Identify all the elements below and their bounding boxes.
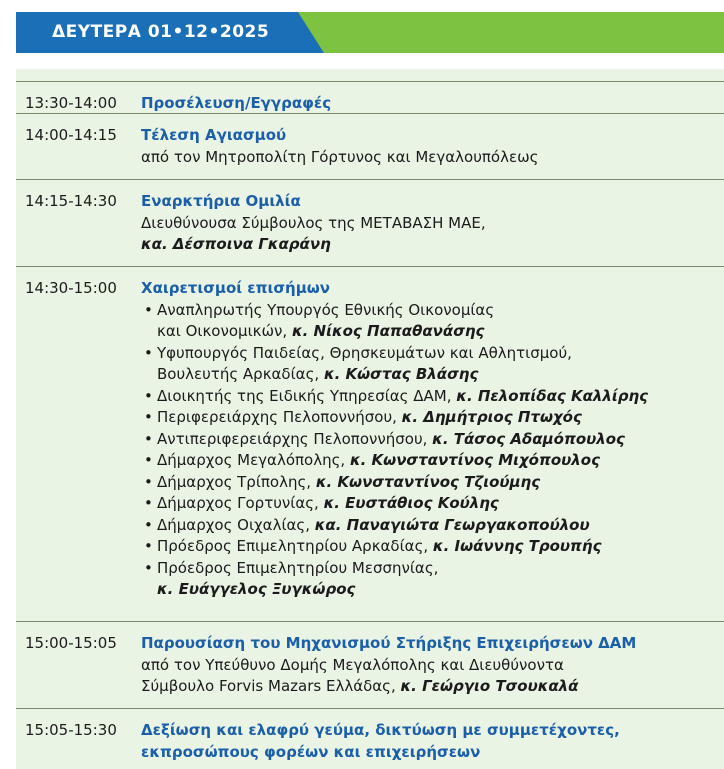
guest-name: κ. Νίκος Παπαθανάσης: [291, 322, 485, 340]
slot-content: [141, 633, 636, 698]
slot-time: 15:05-15:30: [25, 721, 117, 739]
guest-name: κ. Ευάγγελος Ξυγκώρος: [157, 580, 356, 598]
guest-name: κα. Παναγιώτα Γεωργακοπούλου: [314, 515, 590, 534]
guest-name: κ. Ευστάθιος Κούλης: [323, 494, 499, 512]
guest-item: [141, 515, 648, 537]
guest-role: Βουλευτής Αρκαδίας,: [157, 365, 320, 383]
schedule-panel: [16, 69, 724, 769]
bullet-icon: •: [144, 558, 153, 577]
guest-role: Δήμαρχος Γορτυνίας,: [157, 494, 319, 512]
slot-content: [141, 278, 648, 601]
guest-name: κ. Κωνσταντίνος Μιχόπουλος: [349, 451, 600, 469]
slot-time: 15:00-15:05: [25, 634, 117, 652]
slot-title-continued: εκπροσώπους φορέων και επιχειρήσεων: [141, 742, 481, 761]
guest-item: [141, 450, 648, 472]
guest-item: [141, 343, 648, 365]
slot-title: Προσέλευση/Εγγραφές: [141, 94, 332, 112]
guest-role: Αντιπεριφερειάρχης Πελοποννήσου,: [157, 429, 428, 448]
slot-content: [141, 93, 331, 115]
slot-description: Διευθύνουσα Σύμβουλος της ΜΕΤΑΒΑΣΗ ΜΑΕ,: [141, 213, 486, 232]
slot-title: Παρουσίαση του Μηχανισμού Στήριξης Επιχειρήσεων ΔΑΜ: [141, 634, 637, 652]
bullet-icon: •: [144, 537, 153, 555]
guest-item: [141, 429, 648, 451]
bullet-icon: •: [144, 494, 153, 512]
slot-content: [141, 125, 538, 168]
guest-name: κ. Τάσος Αδαμόπουλος: [432, 429, 625, 448]
slot-description: από τον Υπεύθυνο Δομής Μεγαλόπολης και Διευθύνοντα: [141, 655, 564, 674]
slot-time: 14:00-14:15: [25, 126, 117, 144]
guest-item: [141, 386, 648, 408]
guest-item-continued: [141, 321, 648, 343]
bullet-icon: •: [144, 451, 153, 469]
guest-role: Αναπληρωτής Υπουργός Εθνικής Οικονομίας: [157, 300, 495, 319]
slot-title: Δεξίωση και ελαφρύ γεύμα, δικτύωση με συμμετέχοντες,: [141, 721, 620, 739]
guest-role: Διοικητής της Ειδικής Υπηρεσίας ΔΑΜ,: [157, 386, 452, 405]
guest-name: κ. Ιωάννης Τρουπής: [432, 537, 602, 555]
slot-time: 14:30-15:00: [25, 279, 117, 297]
guest-role: Πρόεδρος Επιμελητηρίου Μεσσηνίας,: [157, 558, 439, 577]
bullet-icon: •: [144, 408, 153, 426]
guest-name: κ. Κώστας Βλάσης: [323, 365, 479, 383]
schedule-slot: [16, 113, 724, 166]
bullet-icon: •: [144, 343, 153, 362]
slot-title: Εναρκτήρια Ομιλία: [141, 192, 301, 210]
speaker-name: κα. Δέσποινα Γκαράνη: [141, 235, 331, 253]
guest-role: και Οικονομικών,: [157, 322, 288, 340]
schedule-slot: [16, 708, 724, 761]
slot-description: από τον Μητροπολίτη Γόρτυνος και Μεγαλουπόλεως: [141, 147, 539, 166]
bullet-icon: •: [144, 429, 153, 448]
schedule-slot: [16, 81, 724, 112]
slot-content: [141, 720, 620, 763]
guest-role: Δήμαρχος Οιχαλίας,: [157, 515, 310, 534]
guest-role: Δήμαρχος Τρίπολης,: [157, 472, 312, 491]
slot-description-continued: [141, 676, 636, 698]
schedule-slot: [16, 179, 724, 253]
guest-item: [141, 536, 648, 558]
slot-time: 13:30-14:00: [25, 94, 117, 112]
guest-name: κ. Πελοπίδας Καλλίρης: [456, 386, 649, 405]
slot-time: 14:15-14:30: [25, 192, 117, 210]
guest-name: κ. Δημήτριος Πτωχός: [401, 408, 582, 426]
bullet-icon: •: [144, 386, 153, 405]
slot-content: [141, 191, 486, 256]
bullet-icon: •: [144, 300, 153, 319]
date-header: [16, 12, 724, 53]
bullet-icon: •: [144, 515, 153, 534]
guest-item-continued: [141, 364, 648, 386]
guest-name: κ. Κωνσταντίνος Τζιούμης: [315, 472, 541, 491]
slot-title: Τέλεση Αγιασμού: [141, 126, 287, 144]
bullet-icon: •: [144, 472, 153, 491]
guest-item: [141, 493, 648, 515]
guest-role: Υφυπουργός Παιδείας, Θρησκευμάτων και Αθλητισμού,: [157, 343, 572, 362]
guest-role: Πρόεδρος Επιμελητηρίου Αρκαδίας,: [157, 537, 429, 555]
guest-role: Δήμαρχος Μεγαλόπολης,: [157, 451, 346, 469]
slot-description: Σύμβουλο Forvis Mazars Ελλάδας,: [141, 677, 396, 695]
guest-item: [141, 558, 648, 580]
guest-item: [141, 300, 648, 322]
guest-item: [141, 472, 648, 494]
speaker-name: κ. Γεώργιο Τσουκαλά: [400, 677, 579, 695]
schedule-slot: [16, 266, 724, 598]
date-title: ΔΕΥΤΕΡΑ 01•12•2025: [52, 22, 270, 42]
guest-item: [141, 407, 648, 429]
slot-title: Χαιρετισμοί επισήμων: [141, 279, 331, 297]
guest-role: Περιφερειάρχης Πελοποννήσου,: [157, 408, 397, 426]
schedule-slot: [16, 621, 724, 695]
